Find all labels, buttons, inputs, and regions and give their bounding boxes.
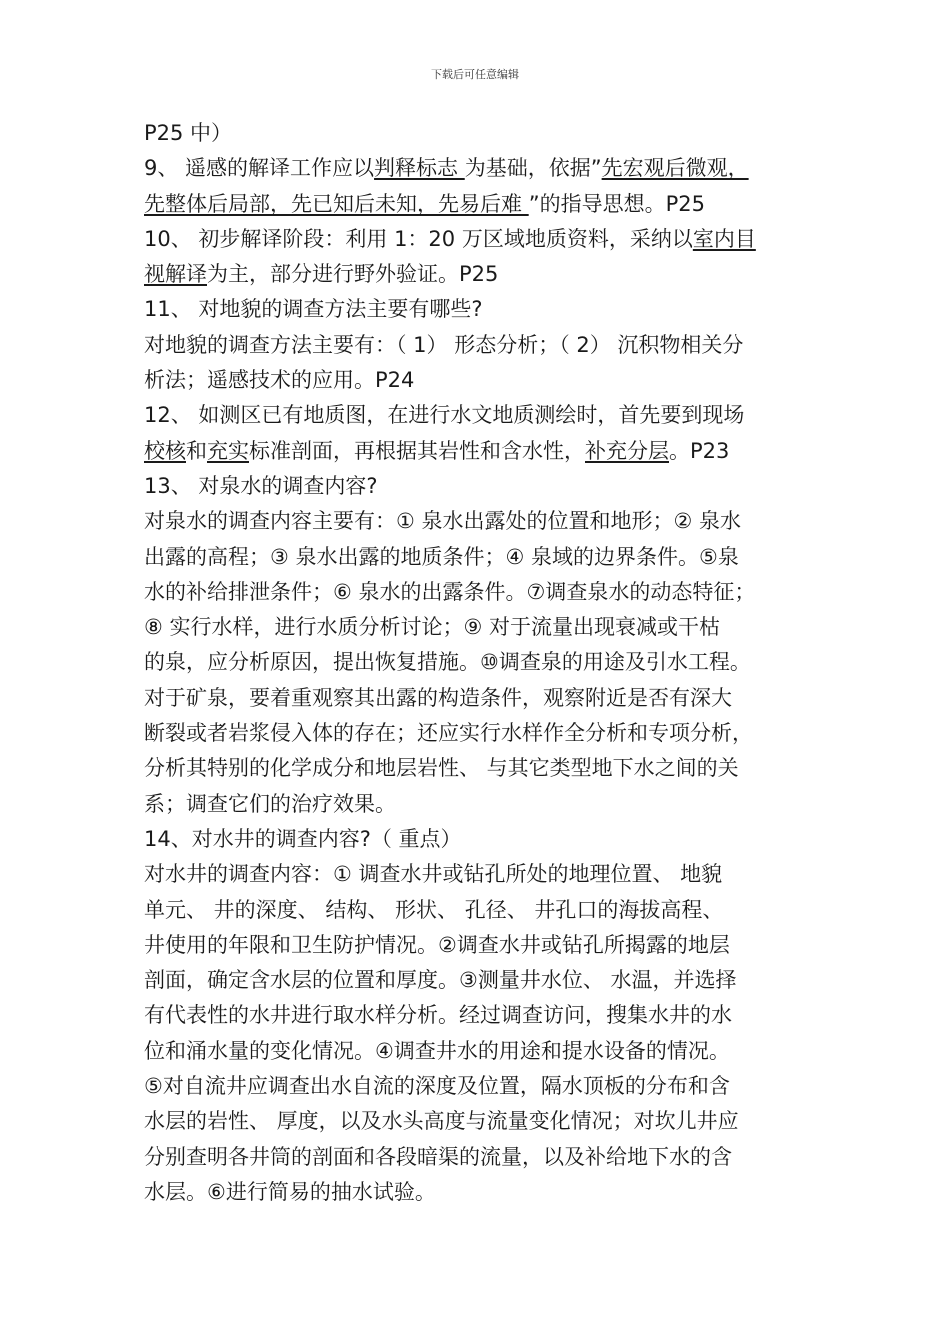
underlined-text: 充实: [207, 438, 249, 463]
text-line: [144, 1034, 824, 1069]
text-segment: 对泉水的调查内容主要有：① 泉水出露处的位置和地形；② 泉水: [144, 509, 742, 534]
text-segment: 对于矿泉，要着重观察其出露的构造条件，观察附近是否有深大: [144, 685, 732, 710]
text-segment: 。P23: [669, 438, 730, 463]
text-segment: 出露的高程；③ 泉水出露的地质条件；④ 泉域的边界条件。⑤泉: [144, 544, 739, 569]
text-line: [144, 1140, 824, 1175]
text-segment: 断裂或者岩浆侵入体的存在；还应实行水样作全分析和专项分析，: [144, 721, 753, 746]
text-line: [144, 893, 824, 928]
text-segment: 水的补给排泄条件；⑥ 泉水的出露条件。⑦调查泉水的动态特征；: [144, 579, 756, 604]
text-segment: P25 中）: [144, 121, 233, 145]
underlined-text: 视解译: [144, 262, 207, 287]
text-line: [144, 963, 824, 998]
text-segment: 有代表性的水井进行取水样分析。经过调查访问，搜集水井的水: [144, 1003, 732, 1028]
text-line: [144, 575, 824, 610]
text-line: [144, 434, 824, 469]
text-segment: 水层。⑥进行简易的抽水试验。: [144, 1179, 436, 1204]
text-segment: 的泉，应分析原因，提出恢复措施。⑩调查泉的用途及引水工程。: [144, 650, 751, 675]
text-segment: 系；调查它们的治疗效果。: [144, 791, 396, 816]
text-line: [144, 645, 824, 680]
text-line: [144, 363, 824, 398]
text-segment: 10、 初步解译阶段：利用 1：20 万区域地质资料，采纳以: [144, 226, 693, 251]
text-line: [144, 116, 824, 151]
underlined-text: 判释标志: [374, 156, 465, 181]
underlined-text: 先宏观后微观，: [601, 156, 749, 181]
text-line: [144, 222, 824, 257]
text-line: [144, 857, 824, 892]
text-segment: 9、 遥感的解译工作应以: [144, 156, 375, 181]
text-line: [144, 822, 824, 857]
text-line: [144, 681, 824, 716]
underlined-text: 室内目: [692, 226, 756, 251]
text-line: [144, 187, 824, 222]
text-line: [144, 928, 824, 963]
text-segment: 12、 如测区已有地质图，在进行水文地质测绘时，首先要到现场: [144, 403, 745, 428]
text-segment: 对地貌的调查方法主要有：（ 1） 形态分析；（ 2） 沉积物相关分: [144, 332, 744, 357]
document-body: [144, 116, 824, 1210]
text-segment: 和: [186, 438, 207, 463]
text-line: [144, 1175, 824, 1210]
text-segment: 分别查明各井筒的剖面和各段暗渠的流量，以及补给地下水的含: [144, 1144, 732, 1169]
text-line: [144, 751, 824, 786]
text-segment: 13、 对泉水的调查内容?: [144, 473, 378, 498]
underlined-text: 补充分层: [585, 438, 669, 463]
text-line: [144, 292, 824, 327]
text-segment: 分析其特别的化学成分和地层岩性、 与其它类型地下水之间的关: [144, 756, 739, 781]
underlined-text: 校核: [144, 438, 186, 463]
text-segment: ⑤对自流井应调查出水自流的深度及位置，隔水顶板的分布和含: [144, 1074, 730, 1099]
text-line: [144, 540, 824, 575]
text-line: [144, 610, 824, 645]
text-line: [144, 998, 824, 1033]
text-line: [144, 151, 824, 186]
text-segment: 井使用的年限和卫生防护情况。②调查水井或钻孔所揭露的地层: [144, 932, 730, 957]
text-line: [144, 1104, 824, 1139]
text-line: [144, 504, 824, 539]
text-line: [144, 1069, 824, 1104]
text-segment: 剖面，确定含水层的位置和厚度。③测量井水位、 水温，并选择: [144, 968, 737, 993]
text-segment: ”的指导思想。P25: [528, 191, 705, 216]
text-segment: 14、对水井的调查内容?（ 重点）: [144, 826, 462, 851]
text-segment: 单元、 井的深度、 结构、 形状、 孔径、 井孔口的海拔高程、: [144, 897, 724, 922]
text-segment: 标准剖面，再根据其岩性和含水性，: [249, 438, 585, 463]
page-header: 下载后可任意编辑: [431, 68, 519, 81]
text-line: [144, 257, 824, 292]
text-segment: 析法；遥感技术的应用。P24: [144, 368, 415, 393]
text-segment: 位和涌水量的变化情况。④调查井水的用途和提水设备的情况。: [144, 1038, 730, 1063]
text-segment: 11、 对地貌的调查方法主要有哪些?: [144, 297, 483, 322]
underlined-text: 先整体后局部，先已知后未知，先易后难: [144, 191, 529, 216]
text-segment: ⑧ 实行水样，进行水质分析讨论；⑨ 对于流量出现衰减或干枯: [144, 615, 721, 640]
text-segment: 水层的岩性、 厚度，以及水头高度与流量变化情况；对坎儿井应: [144, 1109, 739, 1134]
text-line: [144, 398, 824, 433]
text-line: [144, 716, 824, 751]
text-segment: 对水井的调查内容：① 调查水井或钻孔所处的地理位置、 地貌: [144, 862, 723, 887]
text-line: [144, 787, 824, 822]
text-line: [144, 328, 824, 363]
text-line: [144, 469, 824, 504]
text-segment: 为主，部分进行野外验证。P25: [207, 262, 499, 287]
text-segment: 为基础，依据”: [464, 156, 602, 181]
